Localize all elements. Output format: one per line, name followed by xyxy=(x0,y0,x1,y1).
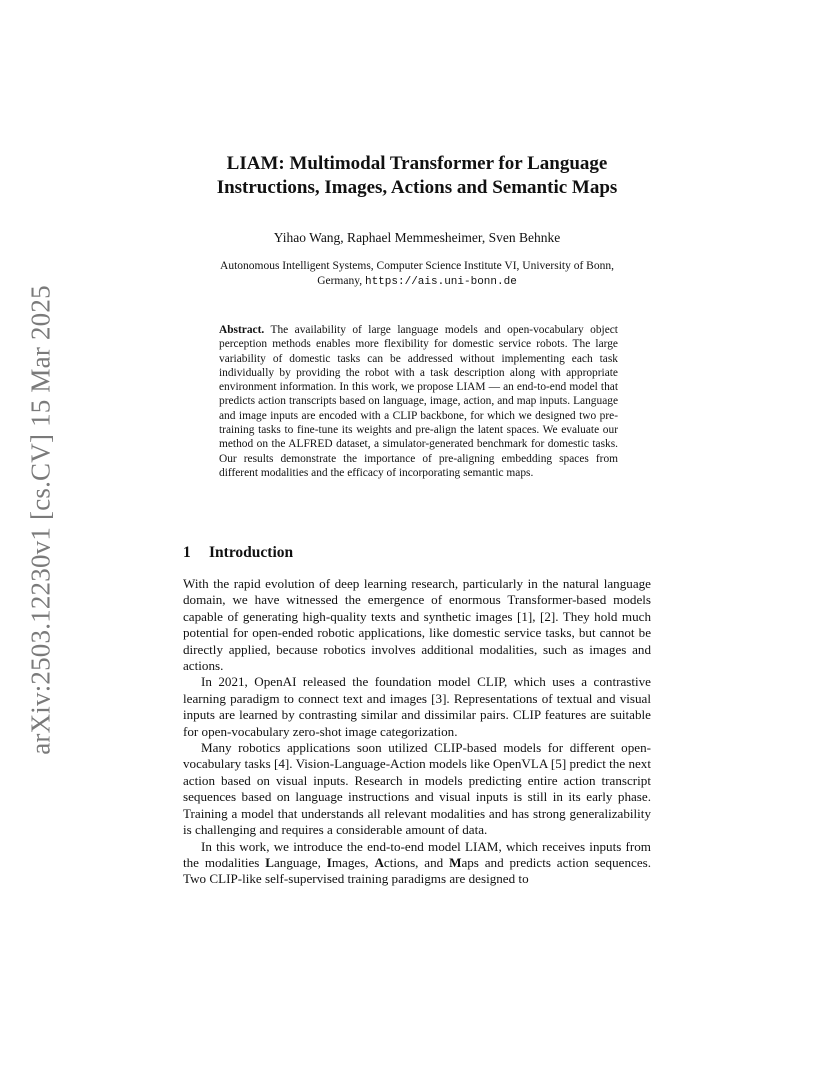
paragraph-text: In this work, we introduce the end-to-end model LIAM, which receives inputs from the modalities xyxy=(183,838,651,870)
affiliation-url-link[interactable]: https://ais.uni-bonn.de xyxy=(364,276,517,288)
acronym-letter-m: M xyxy=(449,854,462,870)
paragraph: With the rapid evolution of deep learning research, particularly in the natural language domain, we have witnessed the emergence of enormous Transformer-based models capable of generating high-quality texts and synthetic images [1], [2]. They hold much potential for open-ended robotic applications, like domestic service tasks, but cannot be directly applied, because robotics involves additional modalities, such as images and actions. xyxy=(183,576,651,674)
abstract-text: The availability of large language models and open-vocabulary object perception methods enables more flexibility for domestic service robots. The large variability of domestic tasks can be addressed without implementing each task individually by providing the robot with a task description along with appropriate environment information. In this work, we propose LIAM — an end-to-end model that predicts action transcripts based on language, image, action, and map inputs. Language and image inputs are encoded with a CLIP backbone, for which we designed two pre-training tasks to fine-tune its weights and pre-align the latent spaces. We evaluate our method on the ALFRED dataset, a simulator-generated benchmark for domestic tasks. Our results demonstrate the importance of pre-aligning embedding spaces from different modalities and the efficacy of incorporating semantic maps. xyxy=(219,324,618,479)
paragraph-text: ctions, and xyxy=(383,854,450,870)
paragraph: In 2021, OpenAI released the foundation model CLIP, which uses a contrastive learning paradigm to connect text and images [3]. Representations of textual and visual inputs are learned by contrasting similar and dissimilar pairs. CLIP features are suitable for open-vocabulary zero-shot image categorization. xyxy=(183,674,651,739)
affiliation xyxy=(183,259,651,290)
affiliation-country: Germany, xyxy=(317,275,363,287)
paragraph-text: aps and predicts action sequences. Two CLIP-like self-supervised training paradigms are designed to xyxy=(183,854,652,887)
abstract-label: Abstract. xyxy=(219,324,265,336)
acronym-letter-a: A xyxy=(374,854,384,870)
section-title: Introduction xyxy=(209,544,294,561)
affiliation-line-1: Autonomous Intelligent Systems, Computer Science Institute VI, University of Bonn, xyxy=(220,260,614,272)
title-line-2: Instructions, Images, Actions and Semantic Maps xyxy=(216,177,618,198)
arxiv-identifier-stamp: arXiv:2503.12230v1 [cs.CV] 15 Mar 2025 xyxy=(25,285,56,755)
abstract xyxy=(219,323,618,480)
section-number: 1 xyxy=(183,544,191,561)
paragraph: Many robotics applications soon utilized CLIP-based models for different open-vocabulary tasks [4]. Vision-Language-Action models like OpenVLA [5] predict the next action based on visual inputs. Research in models predicting entire action transcript sequences based on language instructions and visual inputs is still in its early phase. Training a model that understands all relevant modalities and has strong generalizability is challenging and requires a considerable amount of data. xyxy=(183,740,651,838)
paper-title xyxy=(183,152,651,200)
author-list: Yihao Wang, Raphael Memmesheimer, Sven Behnke xyxy=(273,230,561,245)
acronym-letter-l: L xyxy=(265,854,274,870)
acronym-letter-i: I xyxy=(326,854,332,870)
title-line-1: LIAM: Multimodal Transformer for Language xyxy=(226,153,608,174)
section-heading-introduction xyxy=(183,543,293,563)
paragraph-text: mages, xyxy=(331,854,375,870)
paragraph-text: anguage, xyxy=(274,854,327,870)
paragraph xyxy=(183,839,651,888)
introduction-body xyxy=(183,576,651,888)
